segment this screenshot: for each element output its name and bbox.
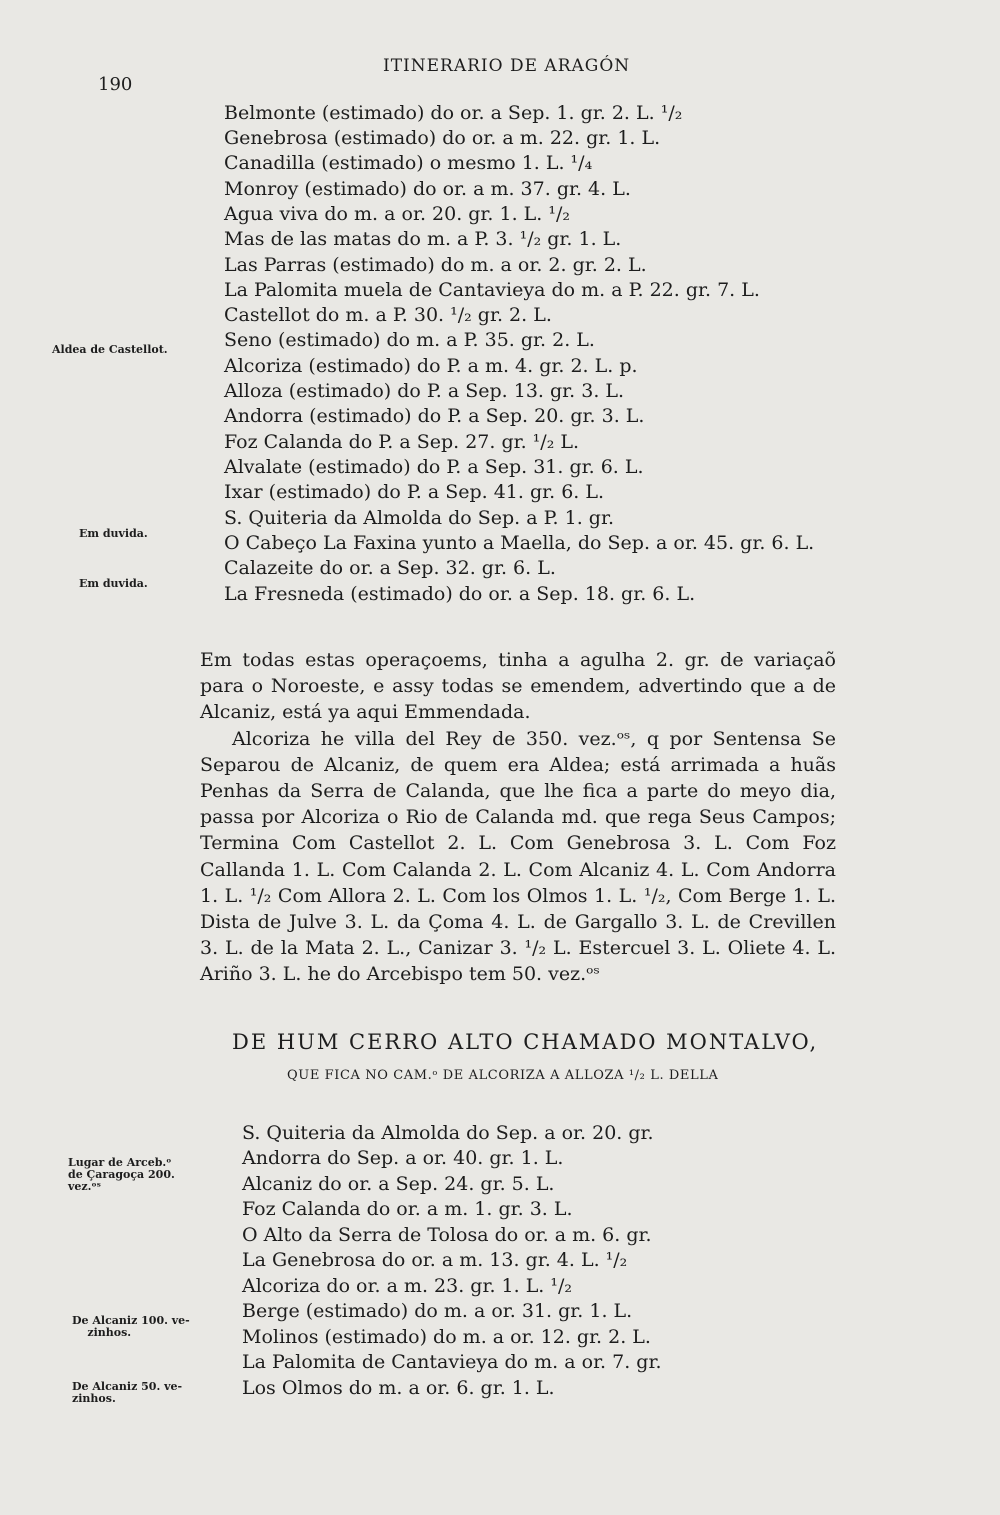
list-item: Molinos (estimado) do m. a or. 12. gr. 2. L. bbox=[242, 1326, 651, 1348]
list-item: Monroy (estimado) do or. a m. 37. gr. 4. L. bbox=[224, 178, 631, 200]
body-text bbox=[200, 647, 836, 988]
list-item: Foz Calanda do or. a m. 1. gr. 3. L. bbox=[242, 1198, 573, 1220]
list-item: Las Parras (estimado) do m. a or. 2. gr. 2. L. bbox=[224, 254, 647, 276]
list-item: Alcoriza do or. a m. 23. gr. 1. L. ¹/₂ bbox=[242, 1275, 573, 1297]
list-item: S. Quiteria da Almolda do Sep. a or. 20. gr. bbox=[242, 1122, 654, 1144]
list-item: Alcaniz do or. a Sep. 24. gr. 5. L. bbox=[242, 1173, 555, 1195]
list-item: O Cabeço La Faxina yunto a Maella, do Sep. a or. 45. gr. 6. L. bbox=[224, 532, 815, 554]
margin-note-castellot: Aldea de Castellot. bbox=[52, 343, 168, 356]
list-item: Agua viva do m. a or. 20. gr. 1. L. ¹/₂ bbox=[224, 203, 571, 225]
list-item: Andorra do Sep. a or. 40. gr. 1. L. bbox=[242, 1147, 564, 1169]
margin-note-lugar: Lugar de Arceb.ᵒ de Çaragoça 200. vez.ᵒˢ bbox=[68, 1156, 175, 1193]
margin-note-duvida: Em duvida. bbox=[79, 527, 148, 540]
margin-note-alcaniz-100: De Alcaniz 100. ve- zinhos. bbox=[72, 1314, 190, 1339]
list-item: S. Quiteria da Almolda do Sep. a P. 1. gr. bbox=[224, 507, 614, 529]
list-item: Mas de las matas do m. a P. 3. ¹/₂ gr. 1. L. bbox=[224, 228, 622, 250]
list-item: La Palomita de Cantavieya do m. a or. 7. gr. bbox=[242, 1351, 662, 1373]
margin-note-alcaniz-50: De Alcaniz 50. ve- zinhos. bbox=[72, 1380, 183, 1405]
list-item: Seno (estimado) do m. a P. 35. gr. 2. L. bbox=[224, 329, 595, 351]
list-item: O Alto da Serra de Tolosa do or. a m. 6. gr. bbox=[242, 1224, 652, 1246]
section-heading: DE HUM CERRO ALTO CHAMADO MONTALVO, bbox=[232, 1030, 819, 1054]
list-item: Belmonte (estimado) do or. a Sep. 1. gr. 2. L. ¹/₂ bbox=[224, 102, 683, 124]
page-number: 190 bbox=[98, 74, 133, 95]
list-item: Alloza (estimado) do P. a Sep. 13. gr. 3. L. bbox=[224, 380, 625, 402]
list-item: Alcoriza (estimado) do P. a m. 4. gr. 2. L. p. bbox=[224, 355, 638, 377]
list-item: Ixar (estimado) do P. a Sep. 41. gr. 6. L. bbox=[224, 481, 605, 503]
list-item: Los Olmos do m. a or. 6. gr. 1. L. bbox=[242, 1377, 555, 1399]
paragraph: Em todas estas operaçoems, tinha a agulha 2. gr. de variaçaõ para o Noroeste, e assy todas se emendem, advertindo que a de Alcaniz, está ya aqui Emmendada. bbox=[200, 649, 836, 724]
list-item: La Genebrosa do or. a m. 13. gr. 4. L. ¹/₂ bbox=[242, 1249, 628, 1271]
list-item: Andorra (estimado) do P. a Sep. 20. gr. 3. L. bbox=[224, 405, 645, 427]
margin-note-duvida: Em duvida. bbox=[79, 577, 148, 590]
list-item: Calazeite do or. a Sep. 32. gr. 6. L. bbox=[224, 557, 556, 579]
list-item: Berge (estimado) do m. a or. 31. gr. 1. L. bbox=[242, 1300, 633, 1322]
section-subheading: QUE FICA NO CAM.ᵒ DE ALCORIZA A ALLOZA ¹/₂ L. DELLA bbox=[287, 1068, 719, 1083]
list-item: Foz Calanda do P. a Sep. 27. gr. ¹/₂ L. bbox=[224, 431, 580, 453]
paragraph: Alcoriza he villa del Rey de 350. vez.ᵒˢ, q por Sentensa Se Separou de Alcaniz, de quem era Aldea; está arrimada a huãs Penhas da Serra de Calanda, que lhe fica a parte do meyo dia, passa por Alcoriza o Rio de Calanda md. que rega Seus Campos; Termina Com Castellot 2. L. Com Genebrosa 3. L. Com Foz Callanda 1. L. Com Calanda 2. L. Com Alcaniz 4. L. Com Andorra 1. L. ¹/₂ Com Allora 2. L. Com los Olmos 1. L. ¹/₂, Com Berge 1. L. Dista de Julve 3. L. da Çoma 4. L. de Gargallo 3. L. de Crevillen 3. L. de la Mata 2. L., Canizar 3. ¹/₂ L. Estercuel 3. L. Oliete 4. L. Ariño 3. L. he do Arcebispo tem 50. vez.ᵒˢ bbox=[200, 727, 836, 986]
list-item: Alvalate (estimado) do P. a Sep. 31. gr. 6. L. bbox=[224, 456, 644, 478]
list-item: Castellot do m. a P. 30. ¹/₂ gr. 2. L. bbox=[224, 304, 552, 326]
list-item: Canadilla (estimado) o mesmo 1. L. ¹/₄ bbox=[224, 152, 593, 174]
running-head: ITINERARIO DE ARAGÓN bbox=[383, 56, 631, 76]
list-item: Genebrosa (estimado) do or. a m. 22. gr. 1. L. bbox=[224, 127, 661, 149]
list-item: La Fresneda (estimado) do or. a Sep. 18. gr. 6. L. bbox=[224, 583, 696, 605]
list-item: La Palomita muela de Cantavieya do m. a P. 22. gr. 7. L. bbox=[224, 279, 760, 301]
